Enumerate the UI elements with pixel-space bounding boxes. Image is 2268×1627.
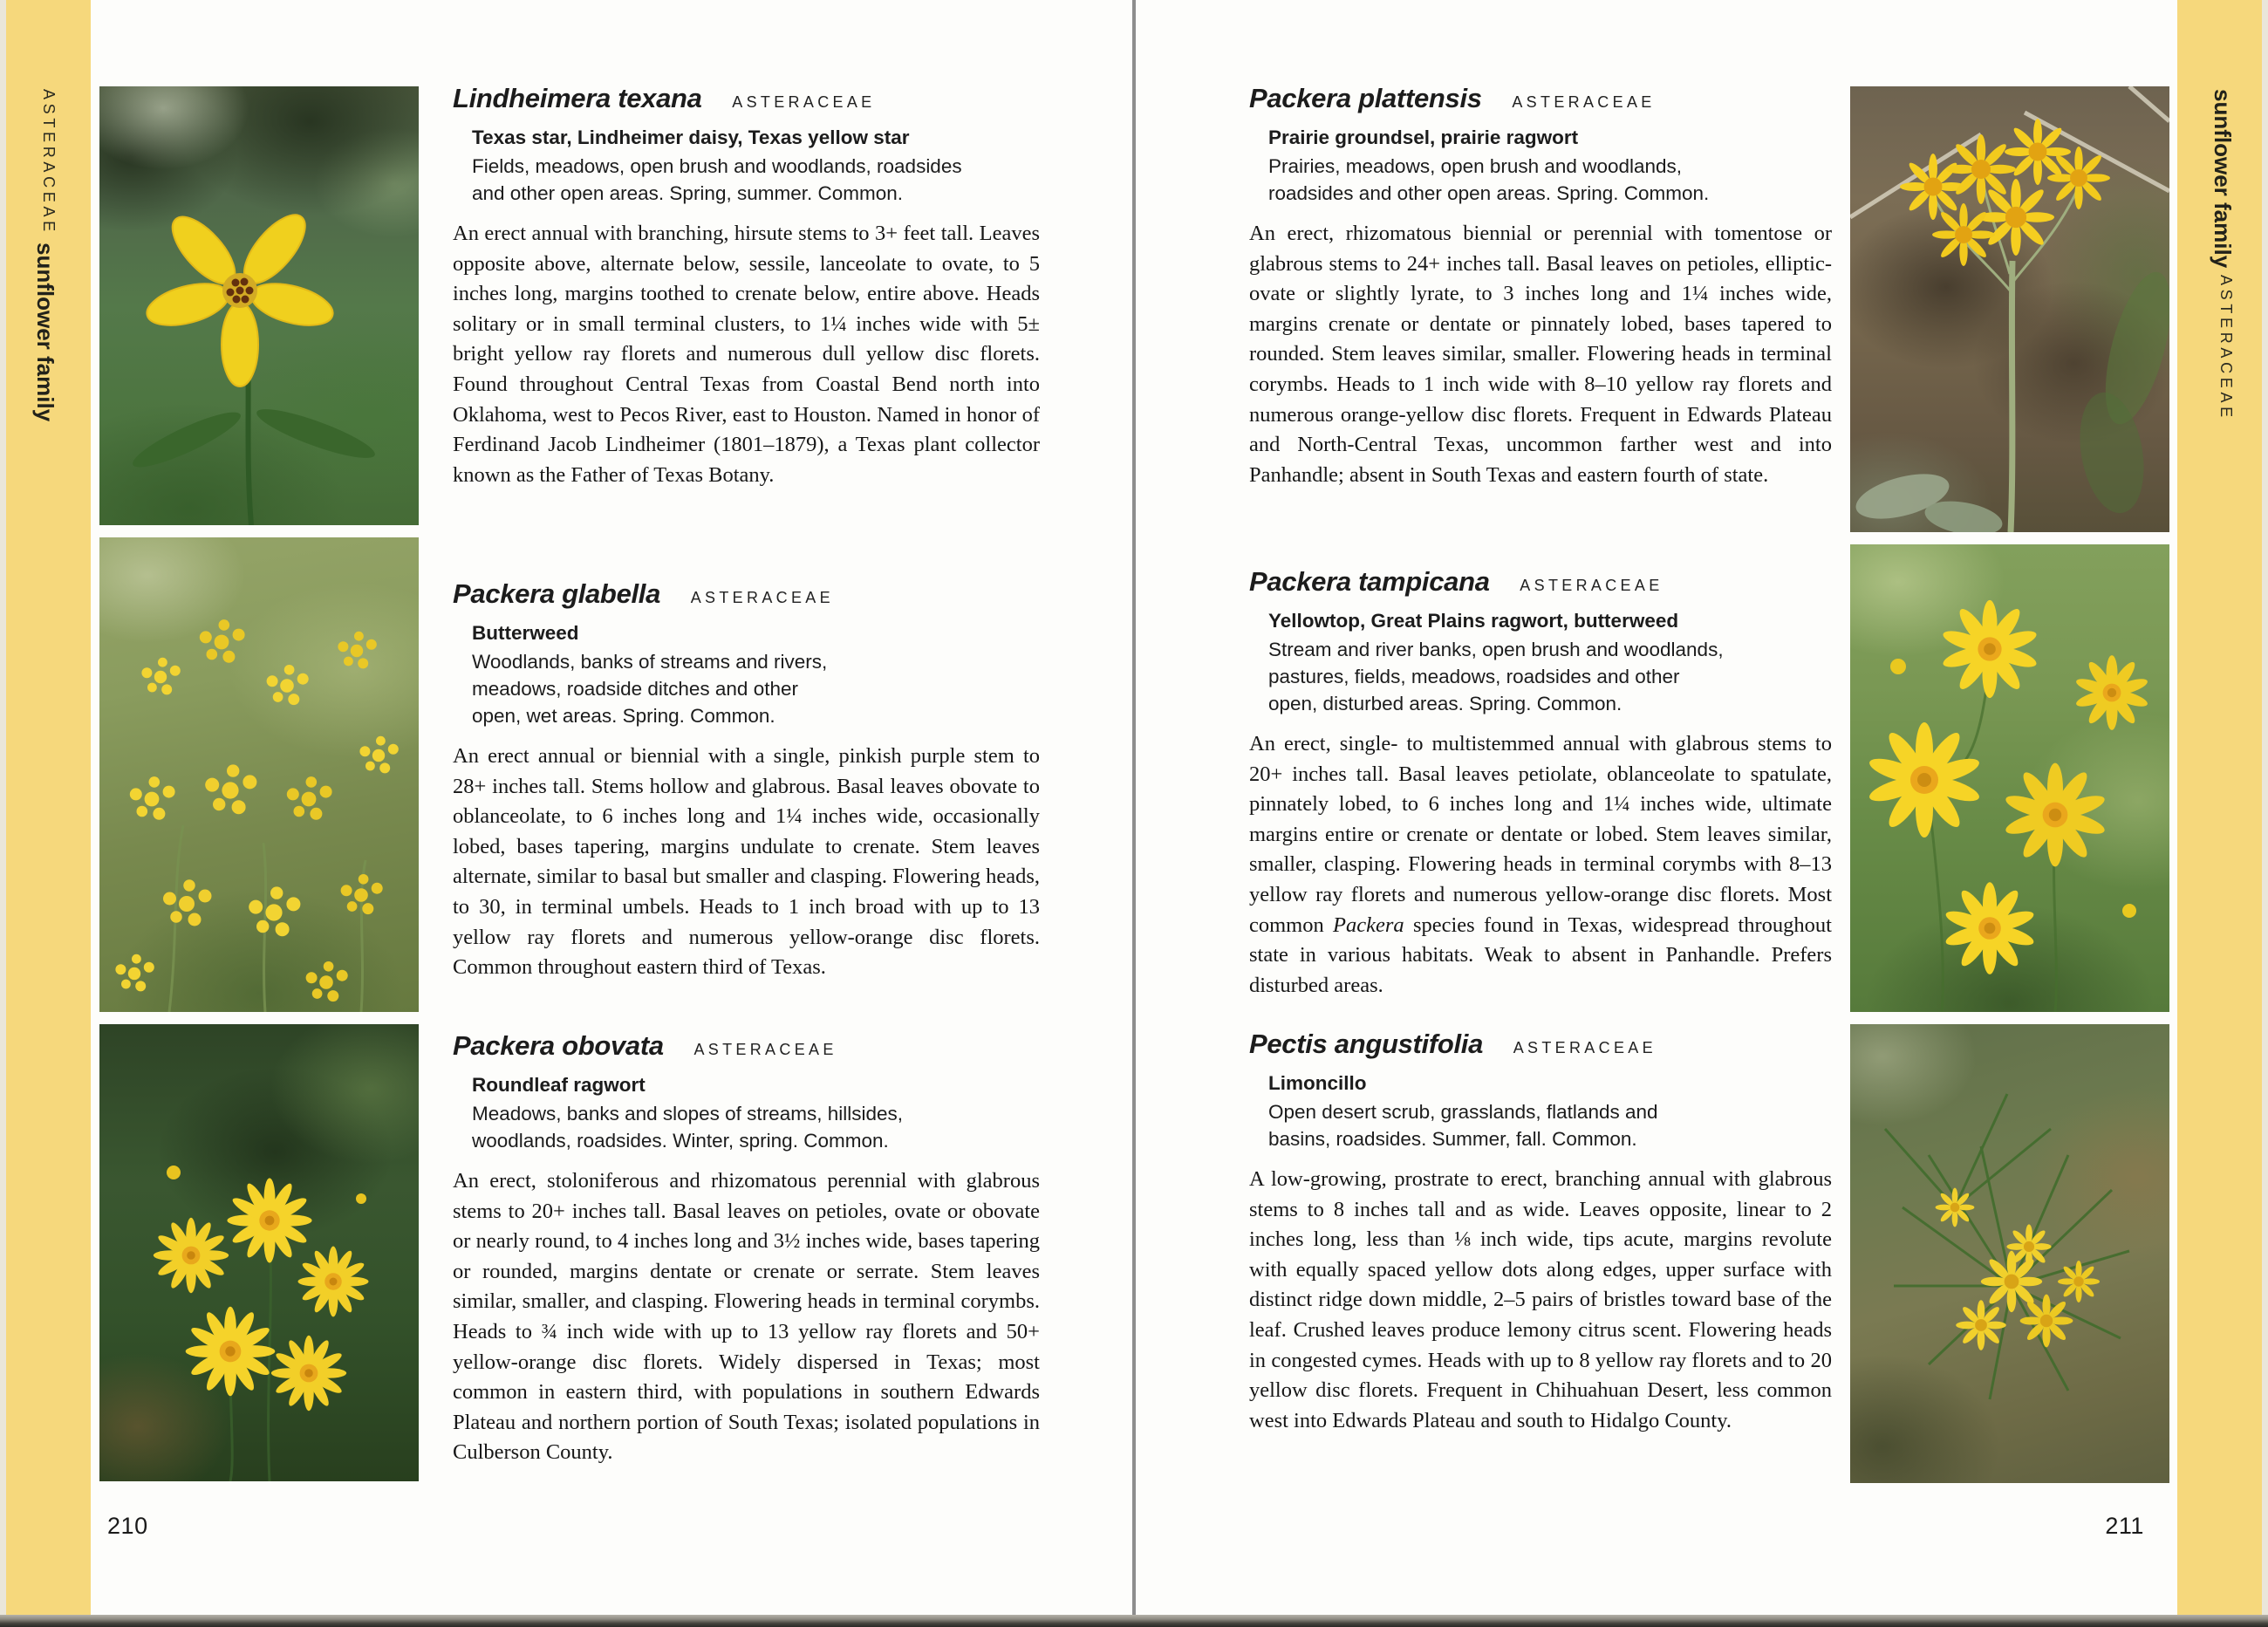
species-habitat (472, 648, 1040, 729)
description-genus-italic: Packera (1333, 913, 1404, 937)
species-family-label: ASTERACEAE (690, 589, 834, 606)
limoncillo-flowers-illustration (1850, 1024, 2169, 1483)
habitat-line: open, wet areas. Spring. Common. (472, 705, 775, 727)
species-entry-packera-plattensis (1249, 82, 1832, 490)
species-common-names: Roundleaf ragwort (472, 1074, 646, 1096)
butterweed-flowers-illustration (99, 537, 419, 1012)
family-tab-right-text (2210, 85, 2236, 425)
species-common-names: Texas star, Lindheimer daisy, Texas yellow star (472, 126, 910, 148)
species-latin-name: Packera glabella (453, 578, 661, 609)
species-habitat (1268, 153, 1832, 207)
species-common-names: Yellowtop, Great Plains ragwort, butterweed (1268, 610, 1679, 632)
habitat-line: Stream and river banks, open brush and woodlands, (1268, 639, 1724, 660)
species-latin-name: Packera plattensis (1249, 83, 1482, 113)
page-number-left: 210 (107, 1513, 148, 1539)
species-description: An erect, stoloniferous and rhizomatous perennial with glabrous stems to 20+ inches tall. Basal leaves on petioles, ovate or obovate or nearly round, to 4 inches long and 3½ inches wide, bases tapering or rounded, margins dentate or crenate or serrate. Stem leaves similar, smaller, and clasping. Flowering heads in terminal corymbs. Heads to ¾ inch wide with up to 13 yellow ray florets and 50+ yellow-orange disc florets. Widely dispersed in Texas; most common in eastern third, with populations in southern Edwards Plateau and northern portion of South Texas; isolated populations in Culberson County. (453, 1169, 1040, 1465)
species-description: An erect annual with branching, hirsute stems to 3+ feet tall. Leaves opposite above, alternate below, sessile, lanceolate to ovate, to 5 inches long, margins toothed to crenate below, entire above. Heads solitary or in small terminal clusters, to 1¼ inches wide with 5± bright yellow ray florets and numerous dull yellow disc florets. Found throughout Central Texas from Coastal Bend north into Oklahoma, west to Pecos River, east to Houston. Named in honor of Ferdinand Jacob Lindheimer (1801–1879), a Texas plant collector known as the Father of Texas Botany. (453, 222, 1040, 487)
habitat-line: Woodlands, banks of streams and rivers, (472, 651, 828, 673)
habitat-line: and other open areas. Spring, summer. Common. (472, 182, 904, 204)
species-description: An erect, rhizomatous biennial or perennial with tomentose or glabrous stems to 24+ inches tall. Basal leaves on petioles, elliptic-ovate or slightly lyrate, to 3 inches long and 1¼ inches wide, margins crenate or dentate or pinnately lobed, bases tapered to rounded. Stem leaves similar, smaller. Flowering heads in terminal corymbs. Heads to 1 inch wide with 8–10 yellow ray florets and numerous orange-yellow disc florets. Frequent in Edwards Plateau and North-Central Texas, uncommon farther west and into Panhandle; absent in South Texas and eastern fourth of state. (1249, 222, 1832, 487)
photo-packera-glabella (99, 537, 419, 1012)
species-entry-packera-tampicana (1249, 565, 1832, 1001)
family-tab-right (2177, 0, 2268, 1627)
description-text: An erect, single- to multistemmed annual with glabrous stems to 20+ inches tall. Basal leaves petiolate, oblanceolate to spatulate, pinnately lobed, to 6 inches long and 1¼ inches wide, ultimate margins entire or crenate or dentate or lobed. Stem leaves similar, smaller, clasping. Flowering heads in terminal corymbs with 8–13 yellow ray florets and numerous yellow-orange disc florets. Most common (1249, 732, 1832, 937)
habitat-line: meadows, roadside ditches and other (472, 678, 798, 700)
species-description: A low-growing, prostrate to erect, branching annual with glabrous stems to 8 inches tall and as wide. Leaves opposite, linear to 2 inches long, less than ⅛ inch wide, tips acute, margins revolute with equally spaced yellow dots along edges, upper surface with distinct ridge down middle, 2–5 pairs of bristles toward base of the leaf. Crushed leaves produce lemony citrus scent. Flowering heads in congested cymes. Heads with up to 8 yellow ray florets and to 20 yellow disc florets. Frequent in Chihuahuan Desert, less common west into Edwards Plateau and south to Hidalgo County. (1249, 1167, 1832, 1432)
family-tab-left-text (32, 85, 58, 425)
page-edge-right (2262, 0, 2268, 1627)
species-common-names: Butterweed (472, 622, 579, 644)
habitat-line: Prairies, meadows, open brush and woodlands, (1268, 155, 1683, 177)
habitat-line: open, disturbed areas. Spring. Common. (1268, 693, 1622, 714)
habitat-line: woodlands, roadsides. Winter, spring. Common. (472, 1130, 889, 1152)
habitat-line: Fields, meadows, open brush and woodlands, roadsides (472, 155, 962, 177)
species-entry-lindheimera-texana (453, 82, 1040, 490)
species-latin-name: Pectis angustifolia (1249, 1029, 1484, 1059)
species-entry-packera-glabella (453, 578, 1040, 983)
habitat-line: pastures, fields, meadows, roadsides and other (1268, 666, 1680, 687)
family-common-label: sunflower family (2210, 89, 2236, 269)
page-bottom-edge (0, 1615, 2268, 1627)
family-common-label: sunflower family (32, 242, 58, 421)
roundleaf-ragwort-flowers-illustration (99, 1024, 419, 1481)
species-latin-name: Lindheimera texana (453, 83, 702, 113)
species-habitat (1268, 1098, 1832, 1152)
yellowtop-flowers-illustration (1850, 544, 2169, 1012)
page-gutter (1132, 0, 1136, 1617)
species-latin-name: Packera tampicana (1249, 566, 1490, 597)
page-number-right: 211 (2105, 1513, 2144, 1539)
photo-lindheimera-texana (99, 86, 419, 525)
species-entry-packera-obovata (453, 1029, 1040, 1468)
species-habitat (472, 1100, 1040, 1154)
photo-packera-tampicana (1850, 544, 2169, 1012)
species-family-label: ASTERACEAE (732, 93, 876, 111)
texas-star-flower-illustration (99, 86, 419, 525)
species-family-label: ASTERACEAE (1513, 1039, 1657, 1056)
species-habitat (1268, 636, 1832, 717)
photo-packera-plattensis (1850, 86, 2169, 532)
family-latin-label: ASTERACEAE (2217, 275, 2235, 421)
species-description (1249, 729, 1832, 1001)
habitat-line: Open desert scrub, grasslands, flatlands and (1268, 1101, 1658, 1123)
prairie-groundsel-illustration (1850, 86, 2169, 532)
family-latin-label: ASTERACEAE (40, 89, 58, 236)
habitat-line: roadsides and other open areas. Spring. Common. (1268, 182, 1710, 204)
species-common-names: Prairie groundsel, prairie ragwort (1268, 126, 1579, 148)
species-habitat (472, 153, 1040, 207)
species-latin-name: Packera obovata (453, 1030, 664, 1061)
description-text: species found in Texas, widespread throughout state in various habitats. Weak to absent in Panhandle. Prefers disturbed areas. (1249, 913, 1832, 997)
species-family-label: ASTERACEAE (1512, 93, 1656, 111)
species-description: An erect annual or biennial with a single, pinkish purple stem to 28+ inches tall. Stems hollow and glabrous. Basal leaves obovate to oblanceolate, to 6 inches long and 1¼ inches wide, occasionally lobed, bases tapering, margins undulate to crenate. Stem leaves alternate, similar to basal but smaller and clasping. Flowering heads, to 30, in terminal umbels. Heads to 1 inch broad with up to 13 yellow ray florets and numerous yellow-orange disc florets. Common throughout eastern third of Texas. (453, 744, 1040, 980)
species-family-label: ASTERACEAE (693, 1041, 837, 1058)
species-common-names: Limoncillo (1268, 1072, 1367, 1094)
photo-pectis-angustifolia (1850, 1024, 2169, 1483)
species-entry-pectis-angustifolia (1249, 1028, 1832, 1436)
photo-packera-obovata (99, 1024, 419, 1481)
family-tab-left (0, 0, 91, 1627)
page-edge-left (0, 0, 6, 1627)
habitat-line: basins, roadsides. Summer, fall. Common. (1268, 1128, 1637, 1150)
species-family-label: ASTERACEAE (1520, 577, 1663, 594)
habitat-line: Meadows, banks and slopes of streams, hillsides, (472, 1103, 903, 1125)
